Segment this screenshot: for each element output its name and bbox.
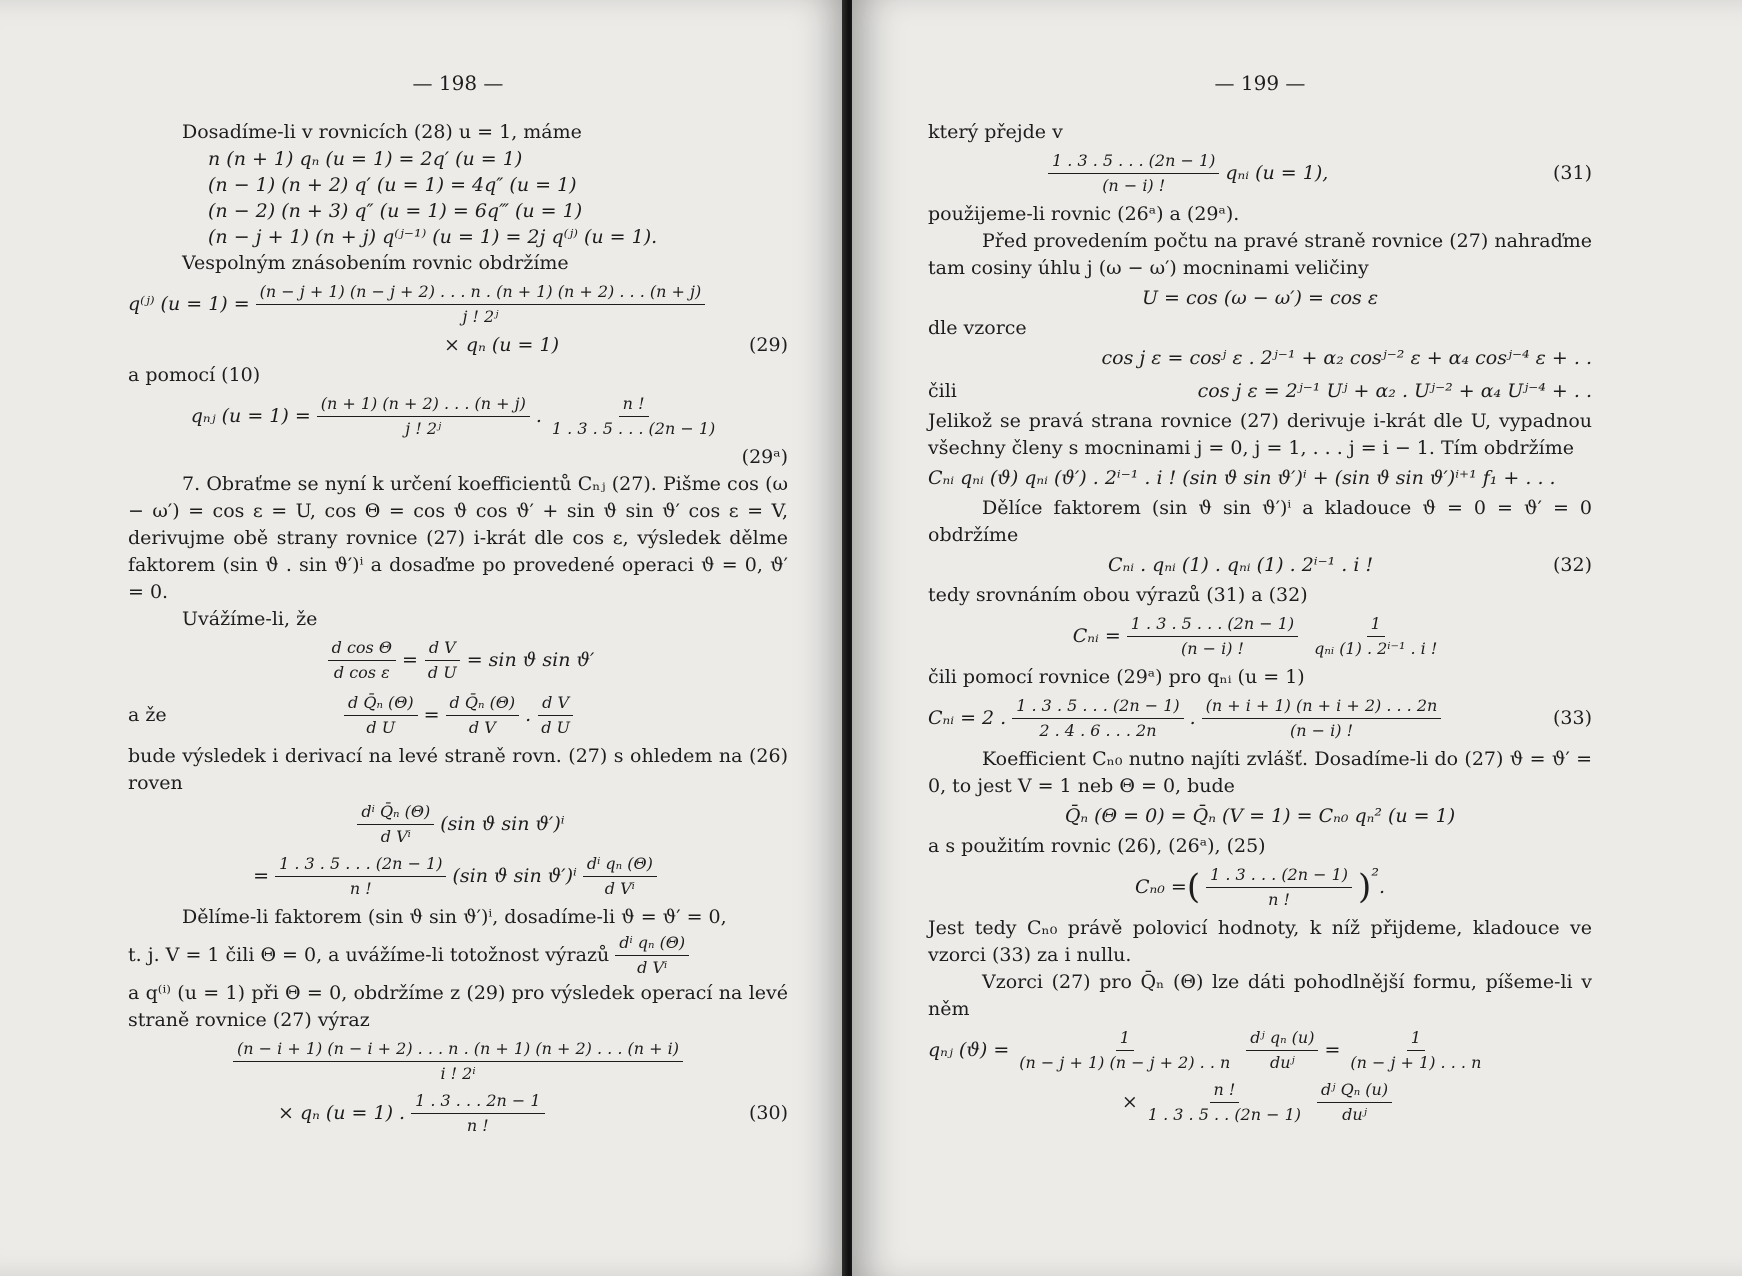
paragraph: Uvážíme-li, že: [182, 608, 318, 630]
equation-number: (32): [1552, 554, 1592, 576]
equation-qnj-tail: × $\frac{n !}{1 . 3 . 5 . . (2n - 1)}$ $\frac{\text{dʲ Qₙ (u)}}{\text{duʲ}}$: [928, 1078, 1592, 1127]
equation-system: [128, 146, 788, 250]
paragraph: čili pomocí rovnice (29ᵃ) pro qₙᵢ (u = 1): [928, 666, 1305, 688]
page-number: — 198 —: [412, 71, 504, 95]
equation-cos-formula: cos j ε = cosʲ ε . 2ʲ⁻¹ + α₂ cosʲ⁻² ε + α₄ cosʲ⁻⁴ ε + . .: [1101, 347, 1592, 369]
equation-30: × qₙ (u = 1) . $\frac{1 . 3 . . . 2n - 1}{n !}$ (30): [278, 1091, 788, 1135]
equation-qnj: qₙⱼ (ϑ) = $\frac{1}{(n - j + 1) (n - j + 2) . . n}$ $\frac{\text{dʲ qₙ (u)}}{\text{duʲ}}$ = $\frac{1}{(n - j + 1) . . . n}$: [928, 1028, 1482, 1072]
paragraph: který přejde v: [928, 121, 1063, 143]
equation-expansion: Cₙᵢ qₙᵢ (ϑ) qₙᵢ (ϑ′) . 2ⁱ⁻¹ . i ! (sin ϑ sin ϑ′)ⁱ + (sin ϑ sin ϑ′)ⁱ⁺¹ f₁ + . . .: [928, 467, 1556, 489]
paragraph: a pomocí (10): [128, 364, 261, 386]
fraction: (n − j + 1) (n − j + 2) . . . n . (n + 1) (n + 2) . . . (n + j) j ! 2ʲ: [256, 280, 706, 329]
equation-29a: qₙⱼ (u = 1) = $\frac{(n + 1) (n + 2) . . . (n + j)}{\text{j ! 2ʲ}}$ . $\frac{n !}{1 . 3 . 5 . . . (2n - 1)}$: [190, 394, 716, 438]
paragraph: Dosadíme-li v rovnicích (28) u = 1, máme: [182, 121, 582, 143]
paragraph: použijeme-li rovnic (26ᵃ) a (29ᵃ).: [928, 203, 1240, 225]
equation-30-top: (n − i + 1) (n − i + 2) . . . n . (n + 1) (n + 2) . . . (n + i) i ! 2ⁱ: [128, 1037, 788, 1086]
equation-number: (30): [748, 1102, 788, 1124]
right-page: [852, 0, 1742, 1276]
paragraph: Vzorci (27) pro Q̄ₙ (Θ) lze dáti pohodlnější formu, píšeme-li v něm: [928, 971, 1592, 1020]
equation-32: Cₙᵢ . qₙᵢ (1) . qₙᵢ (1) . 2ⁱ⁻¹ . i ! (32): [928, 552, 1592, 579]
equation-29-tail: × qₙ (u = 1) (29): [128, 332, 788, 359]
equation-line: (n − 1) (n + 2) q′ (u = 1) = 4q″ (u = 1): [208, 174, 577, 196]
equation-29: q⁽ʲ⁾ (u = 1) = (n − j + 1) (n − j + 2) . . . n . (n + 1) (n + 2) . . . (n + j) j ! 2ʲ: [128, 280, 788, 329]
equation-cos-u: čili cos j ε = 2ʲ⁻¹ Uʲ + α₂ . Uʲ⁻² + α₄ Uʲ⁻⁴ + . .: [928, 380, 1592, 402]
paragraph: Vespolným znásobením rovnic obdržíme: [182, 252, 569, 274]
paragraph: 7. Obraťme se nyní k určení koefficientů Cₙⱼ (27). Pišme cos (ω − ω′) = cos ε = U, cos Θ = cos ϑ cos ϑ′ + sin ϑ sin ϑ′ cos ε = V, derivujme obě strany rovnice (27) i-krát dle cos ε, výsledek dělme faktorem (sin ϑ . sin ϑ′)ⁱ a dosaďme po provedené operaci ϑ = 0, ϑ′ = 0.: [128, 473, 788, 603]
equation-number: (33): [1552, 707, 1592, 729]
equation-qn-zero: Q̄ₙ (Θ = 0) = Q̄ₙ (V = 1) = Cₙ₀ qₙ² (u = 1): [1064, 805, 1456, 827]
paragraph: a s použitím rovnic (26), (26ᵃ), (25): [928, 835, 1266, 857]
equation-line: (n − j + 1) (n + j) q⁽ʲ⁻¹⁾ (u = 1) = 2j q⁽ʲ⁾ (u = 1).: [208, 226, 658, 248]
equation-number: (29): [748, 334, 788, 356]
equation-cni: Cₙᵢ = $\frac{1 . 3 . 5 . . . (2n - 1)}{(n - i) !}$ $\frac{1}{\text{qₙᵢ (1) . 2ⁱ⁻¹ . i !}}$: [1072, 614, 1438, 658]
equation-number: (29ᵃ): [741, 446, 788, 468]
equation-33: Cₙᵢ = 2 . $\frac{1 . 3 . 5 . . . (2n - 1)}{2 . 4 . 6 . . . 2n}$ . $\frac{(n + i + 1) (n + i + 2) . . . 2n}{(n - i) !}$ (33): [928, 696, 1592, 740]
paragraph: dle vzorce: [928, 317, 1027, 339]
left-page: [0, 0, 846, 1276]
equation-number: (31): [1552, 162, 1592, 184]
paragraph: Dělíme-li faktorem (sin ϑ sin ϑ′)ⁱ, dosadíme-li ϑ = ϑ′ = 0,: [182, 906, 727, 928]
paragraph: a q⁽ⁱ⁾ (u = 1) při Θ = 0, obdržíme z (29) pro výsledek operací na levé straně rovnice (27) výraz: [128, 982, 788, 1031]
equation-cn0: Cₙ₀ = ( $\frac{1 . 3 . . . (2n - 1)}{n !}$ ) ² .: [1135, 865, 1385, 909]
equation-31: $\frac{1 . 3 . 5 . . . (2n - 1)}{(n - i) !}$ qₙᵢ (u = 1), (31): [928, 149, 1592, 198]
equation-line: (n − 2) (n + 3) q″ (u = 1) = 6q‴ (u = 1): [208, 200, 583, 222]
paragraph: bude výsledek i derivací na levé straně rovn. (27) s ohledem na (26) roven: [128, 745, 788, 794]
paragraph: Koefficient Cₙ₀ nutno najíti zvlášť. Dosadíme-li do (27) ϑ = ϑ′ = 0, to jest V = 1 neb Θ = 0, bude: [928, 748, 1592, 797]
page-number: — 199 —: [1214, 71, 1306, 95]
equation-derivative-left: $\frac{\text{dⁱ Q̄ₙ (Θ)}}{\text{d Vⁱ}}$ (sin ϑ sin ϑ′)ⁱ: [128, 800, 788, 849]
equation-u: U = cos (ω − ω′) = cos ε: [1141, 287, 1379, 309]
equation-chain-rule: a že $\frac{\text{d Q̄ₙ (Θ)}}{\text{d U}}$ = $\frac{\text{d Q̄ₙ (Θ)}}{\text{d V}}$ . $\frac{\text{d V}}{\text{d U}}$: [128, 688, 788, 743]
equation-derivative-ratio: $\frac{\text{d cos Θ}}{\text{d cos ε}}$ = $\frac{\text{d V}}{\text{d U}}$ = sin ϑ sin ϑ′: [128, 636, 788, 685]
paragraph-with-fraction: t. j. V = 1 čili Θ = 0, a uvážíme-li totožnost výrazů $\frac{\text{dⁱ qₙ (Θ)}}{\text{d Vⁱ}}$: [128, 931, 788, 980]
paragraph: tedy srovnáním obou výrazů (31) a (32): [928, 584, 1308, 606]
paragraph: Dělíce faktorem (sin ϑ sin ϑ′)ⁱ a kladouce ϑ = 0 = ϑ′ = 0 obdržíme: [928, 497, 1592, 546]
paragraph: Jelikož se pravá strana rovnice (27) derivuje i-krát dle U, vypadnou všechny členy s mocninami j = 0, j = 1, . . . j = i − 1. Tím obdržíme: [928, 410, 1592, 459]
paragraph: Jest tedy Cₙ₀ právě polovicí hodnoty, k níž přijdeme, kladouce ve vzorci (33) za i nullu.: [928, 917, 1592, 966]
equation-derivative-right: = $\frac{1 . 3 . 5 . . . (2n - 1)}{n !}$ (sin ϑ sin ϑ′)ⁱ $\frac{\text{dⁱ qₙ (Θ)}}{\text{d Vⁱ}}$: [128, 852, 788, 901]
equation-line: n (n + 1) qₙ (u = 1) = 2q′ (u = 1): [208, 148, 523, 170]
paragraph: Před provedením počtu na pravé straně rovnice (27) nahraďme tam cosiny úhlu j (ω − ω′) mocninami veličiny: [928, 230, 1592, 279]
